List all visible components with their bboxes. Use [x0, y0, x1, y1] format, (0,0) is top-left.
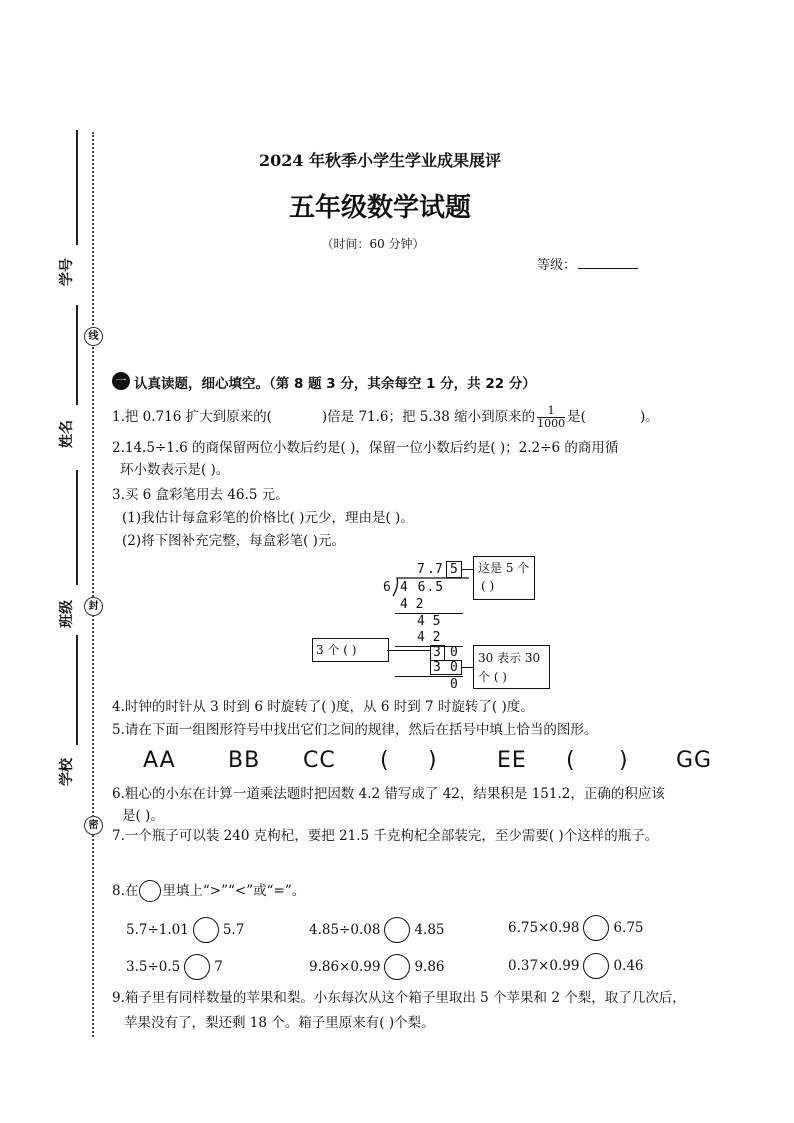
question-9-line-2: 苹果没有了，梨还剩 18 个。箱子里原来有( )个梨。 [124, 1015, 435, 1031]
note-2-connector [387, 650, 430, 651]
q1-part-d: )。 [639, 409, 659, 425]
note-3-line-2[interactable]: 个 ( ) [478, 670, 507, 684]
question-6-line-1: 6.粗心的小东在计算一道乘法题时把因数 4.2 错写成了 42，结果积是 151.2，正确的积应该 [112, 786, 665, 802]
seal-xian: 线 [84, 327, 103, 346]
q8-circle-icon [139, 880, 161, 902]
compare-left: 6.75×0.98 [508, 920, 580, 936]
note-2[interactable]: 3 个 ( ) [316, 643, 357, 657]
note-3-connector [461, 667, 473, 668]
section-heading: 认真读题，细心填空。（第 8 题 3 分，其余每空 1 分，共 22 分） [134, 376, 536, 392]
grade-label: 等级： [537, 258, 577, 273]
row-1: 4 2 [400, 597, 424, 612]
symbol-bb: BB [228, 748, 261, 773]
compare-right: 6.75 [613, 920, 644, 936]
question-1 [112, 405, 659, 430]
question-3-line-3: (2)将下图补充完整，每盒彩笔( )元。 [122, 533, 345, 549]
note-1-line-2[interactable]: ( ) [481, 579, 495, 593]
compare-4 [126, 954, 223, 980]
answer-paren-2-open[interactable]: ( [566, 748, 576, 773]
compare-2 [309, 917, 445, 943]
question-6-line-2: 是( )。 [122, 808, 164, 824]
answer-paren-1-open[interactable]: ( [380, 748, 390, 773]
compare-right: 7 [214, 959, 223, 975]
q8-part-b: 里填上“>”“<”或“=”。 [162, 883, 306, 899]
compare-6 [508, 953, 644, 979]
compare-left: 3.5÷0.5 [126, 959, 181, 975]
banji-line [76, 470, 78, 585]
exam-subtitle: 2024 年秋季小学生学业成果展评 [258, 151, 502, 170]
compare-circle[interactable] [184, 954, 210, 980]
compare-circle[interactable] [583, 915, 609, 941]
answer-paren-1-close[interactable]: ) [428, 748, 438, 773]
note-1-line-1: 这是 5 个 [478, 561, 530, 575]
banji-label: 班级 [59, 600, 75, 628]
dividend: 4 6.5 [400, 580, 445, 595]
compare-3 [508, 915, 644, 941]
question-3-line-2: (1)我估计每盒彩笔的价格比( )元少，理由是( )。 [122, 510, 414, 526]
question-9-line-1: 9.箱子里有同样数量的苹果和梨。小东每次从这个箱子里取出 5 个苹果和 2 个梨，取了几次后， [112, 990, 686, 1006]
compare-left: 9.86×0.99 [309, 959, 381, 975]
symbol-cc: CC [303, 748, 336, 773]
compare-5 [309, 954, 445, 980]
seal-mi: 密 [84, 816, 103, 835]
compare-circle[interactable] [193, 917, 219, 943]
row-2: 4 5 [417, 614, 441, 629]
question-7: 7.一个瓶子可以装 240 克枸杞，要把 21.5 千克枸杞全部装完，至少需要( )个这样的瓶子。 [112, 828, 659, 844]
compare-1 [126, 917, 244, 943]
quotient-digit-3: 5 [450, 562, 458, 577]
xingming-line [76, 305, 78, 405]
binding-dashed-line [92, 132, 94, 1037]
xuexiao-line [76, 635, 78, 745]
symbol-aa: AA [143, 748, 176, 773]
seal-feng: 封 [84, 597, 103, 616]
q8-part-a: 8.在 [112, 883, 139, 899]
compare-right: 0.46 [613, 958, 644, 974]
exam-title: 五年级数学试题 [288, 193, 471, 223]
grade-blank-line[interactable] [578, 268, 638, 269]
quotient-to-note-line [461, 569, 473, 570]
question-8 [112, 880, 305, 902]
compare-left: 0.37×0.99 [508, 958, 580, 974]
q1-part-c: 是( [567, 409, 586, 425]
fraction-numerator: 1 [547, 404, 555, 417]
symbol-gg: GG [676, 748, 713, 773]
compare-circle[interactable] [583, 953, 609, 979]
compare-circle[interactable] [384, 917, 410, 943]
section-badge [112, 372, 130, 390]
row-5-digit-2: 0 [450, 660, 458, 675]
question-4: 4.时钟的时针从 3 时到 6 时旋转了( )度，从 6 时到 7 时旋转了( )度。 [112, 699, 534, 715]
row-4-digit-2: 0 [450, 645, 458, 660]
q1-part-b: )倍是 71.6；把 5.38 缩小到原来的 [321, 409, 536, 425]
question-3-line-1: 3.买 6 盒彩笔用去 46.5 元。 [112, 487, 289, 503]
section-badge-text: 一 [115, 374, 127, 387]
xuehao-label: 学号 [59, 258, 75, 286]
divisor: 6 [383, 580, 391, 595]
row-5-digit-1: 3 [433, 660, 441, 675]
quotient-point: . [427, 562, 435, 577]
fraction-denominator: 1000 [537, 417, 566, 430]
row-6: 0 [450, 677, 458, 692]
compare-left: 5.7÷1.01 [126, 922, 189, 938]
xingming-label: 姓名 [59, 420, 75, 448]
xuexiao-label: 学校 [59, 758, 75, 786]
symbol-ee: EE [497, 748, 527, 773]
compare-left: 4.85÷0.08 [309, 922, 381, 938]
compare-circle[interactable] [384, 954, 410, 980]
quotient-digit-2: 7 [435, 562, 443, 577]
question-2-line-2: 环小数表示是( )。 [120, 462, 230, 478]
question-2-line-1: 2.14.5÷1.6 的商保留两位小数后约是( )，保留一位小数后约是( )；2.2÷6 的商用循 [112, 440, 619, 456]
note-3-line-1: 30 表示 30 [478, 651, 541, 665]
q1-fraction [537, 405, 565, 430]
compare-right: 5.7 [222, 922, 245, 938]
compare-right: 4.85 [414, 922, 445, 938]
row-4-digit-1: 3 [433, 645, 441, 660]
row-3: 4 2 [417, 630, 441, 645]
quotient-digit-1: 7 [417, 562, 425, 577]
question-5: 5.请在下面一组图形符号中找出它们之间的规律，然后在括号中填上恰当的图形。 [112, 722, 598, 738]
compare-right: 9.86 [414, 959, 445, 975]
exam-time: （时间：60 分钟） [321, 237, 425, 251]
answer-paren-2-close[interactable]: ) [619, 748, 629, 773]
q1-part-a: 1.把 0.716 扩大到原来的( [112, 409, 272, 425]
